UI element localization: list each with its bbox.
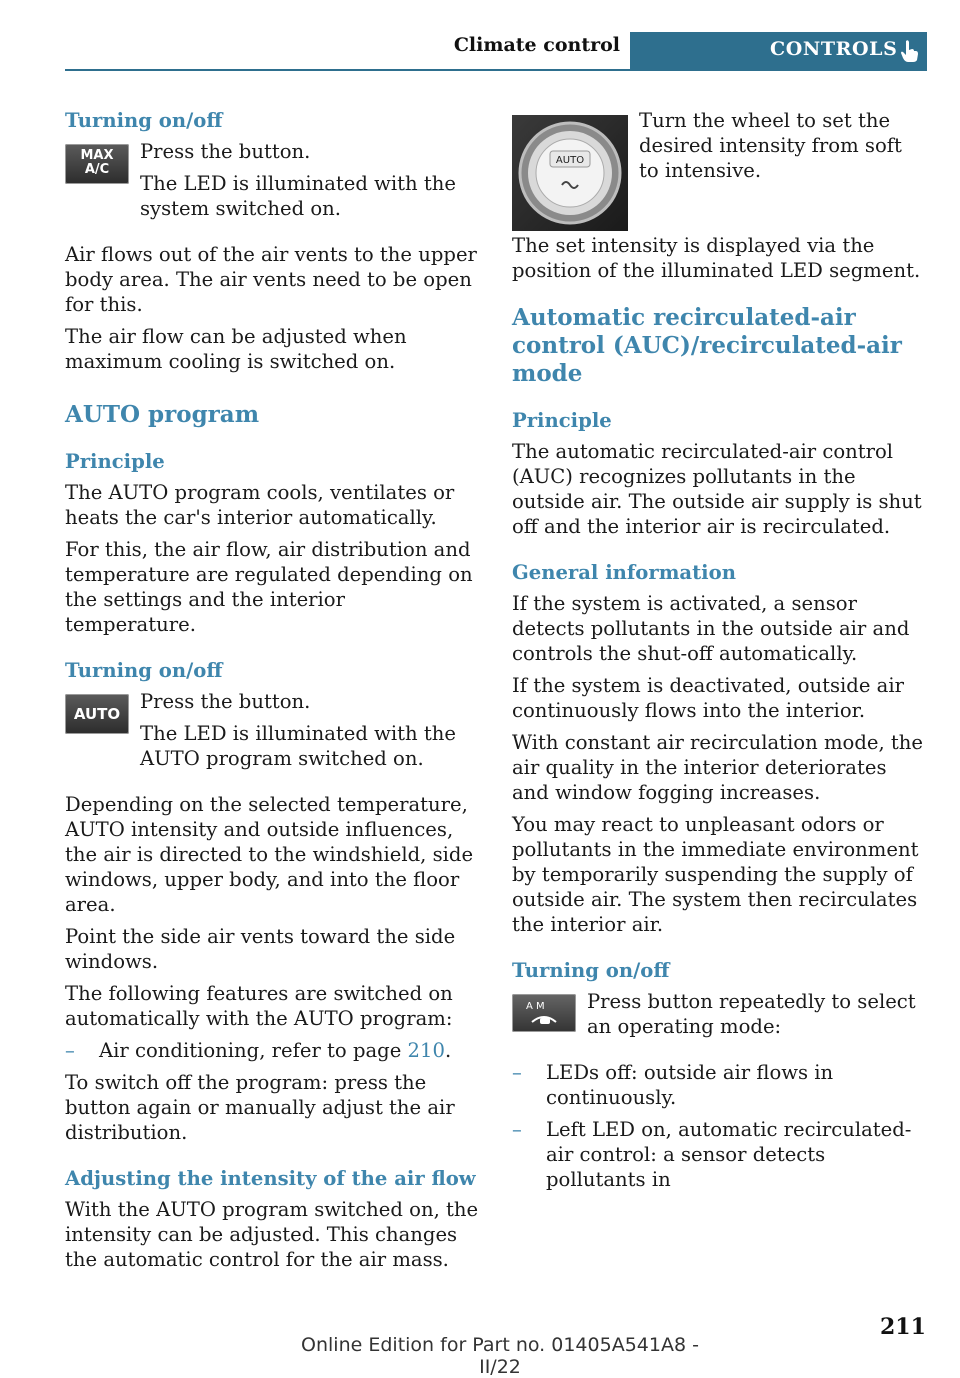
control-wheel-icon bbox=[512, 115, 628, 231]
chapter-tab bbox=[630, 32, 927, 70]
paragraph: The following features are switched on automatically with the AUTO program: bbox=[65, 982, 453, 1030]
list-item: – Air conditioning, refer to page 210. bbox=[65, 1038, 480, 1063]
heading-principle: Principle bbox=[512, 409, 612, 432]
paragraph: Point the side air vents toward the side windows. bbox=[65, 925, 456, 973]
heading-auc: Automatic recirculated-air control (AUC)/recirculated-air mode bbox=[512, 304, 902, 387]
pointing-hand-icon bbox=[898, 39, 920, 63]
footer-edition: Online Edition for Part no. 01405A541A8 - II/22 bbox=[301, 1334, 699, 1378]
heading-turning-on-off: Turning on/off bbox=[512, 959, 670, 982]
paragraph: The automatic recirculated-air control (AUC) recognizes pollutants in the outside air. The outside air supply is shut off and the interior air is recirculated. bbox=[512, 440, 922, 538]
paragraph: For this, the air flow, air distribution and temperature are regulated depending on the settings and the interior temperature. bbox=[65, 538, 473, 636]
heading-adjust-intensity: Adjusting the intensity of the air flow bbox=[65, 1167, 476, 1190]
auto-button-icon: AUTO bbox=[65, 694, 129, 734]
recirc-label: A M bbox=[526, 1001, 545, 1012]
paragraph: The air flow can be adjusted when maximum cooling is switched on. bbox=[65, 325, 407, 373]
paragraph: The AUTO program cools, ventilates or heats the car's interior automatically. bbox=[65, 481, 455, 529]
paragraph: To switch off the program: press the button again or manually adjust the air distribution. bbox=[65, 1071, 455, 1144]
wheel-row bbox=[512, 108, 927, 233]
chapter-label: CONTROLS bbox=[770, 38, 898, 60]
paragraph: With the AUTO program switched on, the intensity can be adjusted. This changes the automatic control for the air mass. bbox=[65, 1198, 479, 1271]
page-number: 211 bbox=[880, 1314, 926, 1340]
paragraph: If the system is activated, a sensor detects pollutants in the outside air and controls the shut-off automatically. bbox=[512, 592, 910, 665]
recirculation-button-icon bbox=[512, 994, 576, 1032]
list-item: – Left LED on, automatic recirculated-air control: a sensor detects pollutants in bbox=[512, 1117, 927, 1192]
heading-general-information: General information bbox=[512, 561, 736, 584]
paragraph: Depending on the selected temperature, AUTO intensity and outside influences, the air is directed to the windshield, side windows, upper body, and into the floor area. bbox=[65, 793, 474, 916]
recirc-instruction: Press button repeatedly to select an operating mode: bbox=[587, 990, 916, 1038]
max-ac-button-icon: MAX A/C bbox=[65, 144, 129, 184]
wheel-instruction: Turn the wheel to set the desired intensity from soft to intensive. bbox=[639, 109, 902, 182]
paragraph: Air flows out of the air vents to the upper body area. The air vents need to be open for this. bbox=[65, 243, 477, 316]
paragraph: You may react to unpleasant odors or pollutants in the immediate environment by temporarily suspending the supply of outside air. The system then recirculates the interior air. bbox=[512, 813, 919, 936]
intensity-wheel-image bbox=[512, 115, 628, 231]
auto-instruction: Press the button. bbox=[140, 690, 311, 713]
section-title: Climate control bbox=[453, 34, 620, 56]
maxac-instruction: Press the button. bbox=[140, 140, 311, 163]
heading-turning-on-off: Turning on/off bbox=[65, 659, 223, 682]
paragraph: The set intensity is displayed via the position of the illuminated LED segment. bbox=[512, 234, 921, 282]
svg-text:AUTO: AUTO bbox=[555, 155, 585, 166]
paragraph: If the system is deactivated, outside air continuously flows into the interior. bbox=[512, 674, 904, 722]
page-reference-link[interactable]: 210 bbox=[407, 1039, 445, 1062]
heading-principle: Principle bbox=[65, 450, 165, 473]
heading-turning-on-off: Turning on/off bbox=[65, 109, 223, 132]
left-column bbox=[65, 108, 480, 1279]
maxac-row bbox=[65, 139, 480, 221]
maxac-led-note: The LED is illuminated with the system switched on. bbox=[140, 172, 456, 220]
heading-auto-program: AUTO program bbox=[65, 401, 260, 428]
auto-row bbox=[65, 689, 480, 771]
auto-led-note: The LED is illuminated with the AUTO program switched on. bbox=[140, 722, 456, 770]
right-column bbox=[512, 108, 927, 1199]
recirc-row bbox=[512, 989, 927, 1039]
paragraph: With constant air recirculation mode, the air quality in the interior deteriorates and window fogging increases. bbox=[512, 731, 923, 804]
feature-list bbox=[65, 1038, 480, 1063]
list-item: – LEDs off: outside air flows in continuously. bbox=[512, 1060, 927, 1110]
mode-list bbox=[512, 1060, 927, 1192]
